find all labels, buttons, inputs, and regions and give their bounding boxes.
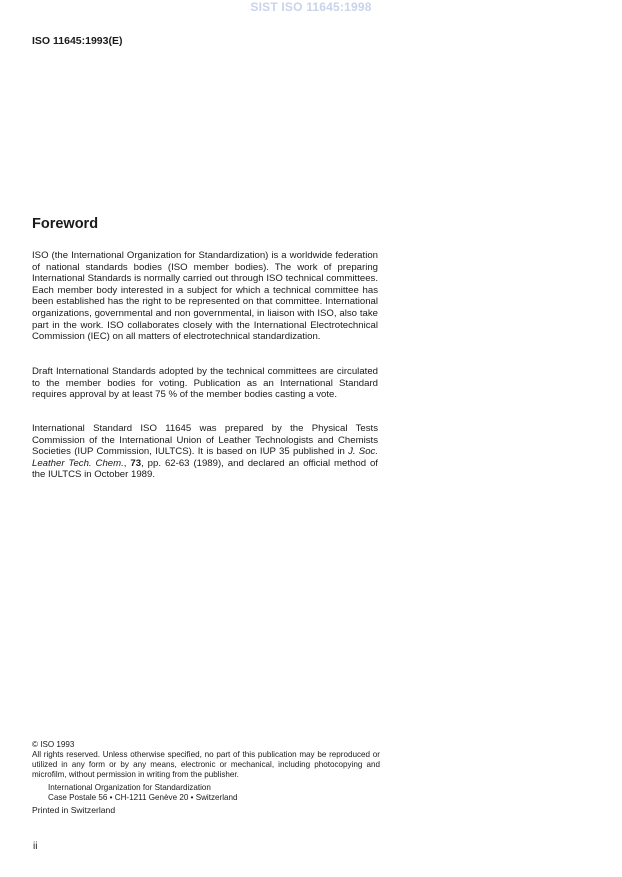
address-line-1: International Organization for Standardization (48, 783, 211, 792)
page-number: ii (33, 841, 38, 852)
foreword-paragraph-1: ISO (the International Organization for Standardization) is a worldwide federation of national standards bodies (ISO member bodies). The work of preparing International Standards is normally carried out through ISO technical committees. Each member body interested in a subject for which a technical committee has been established has the right to be represented on that committee. International organizations, governmental and non governmental, in liaison with ISO, also take part in the work. ISO collaborates closely with the International Electrotechnical Commission (IEC) on all matters of electrotechnical standardization. (32, 250, 378, 343)
document-id: ISO 11645:1993(E) (32, 35, 123, 47)
journal-title: J. Soc. Leather Tech. Chem. (32, 446, 378, 469)
address-line-2: Case Postale 56 • CH-1211 Genève 20 • Switzerland (48, 793, 238, 802)
watermark: SIST ISO 11645:1998 (250, 0, 372, 14)
journal-volume: 73 (130, 457, 142, 469)
foreword-paragraph-3 (32, 423, 378, 481)
copyright-block (32, 740, 380, 815)
rights-notice: All rights reserved. Unless otherwise specified, no part of this publication may be reproduced or utilized in any form or by any means, electronic or mechanical, including photocopying and microfilm, without permission in writing from the publisher. (32, 750, 380, 779)
paragraph-3-text-a: International Standard ISO 11645 was prepared by the Physical Tests Commission of the International Union of Leather Technologists and Chemists Societies (IUP Commission, IULTCS). It is based on IUP 35 published in (32, 423, 378, 458)
paragraph-3-text-b: , (123, 457, 131, 469)
foreword-paragraph-2: Draft International Standards adopted by the technical committees are circulated to the member bodies for voting. Publication as an International Standard requires approval by at least 75 % of the member bodies casting a vote. (32, 366, 378, 401)
paragraph-3-text-c: , pp. 62-63 (1989), and declared an official method of the IULTCS in October 1989. (32, 457, 378, 481)
printed-in: Printed in Switzerland (32, 805, 116, 815)
copyright-line: © ISO 1993 (32, 740, 75, 749)
publisher-address (32, 783, 380, 803)
foreword-heading: Foreword (32, 216, 99, 232)
